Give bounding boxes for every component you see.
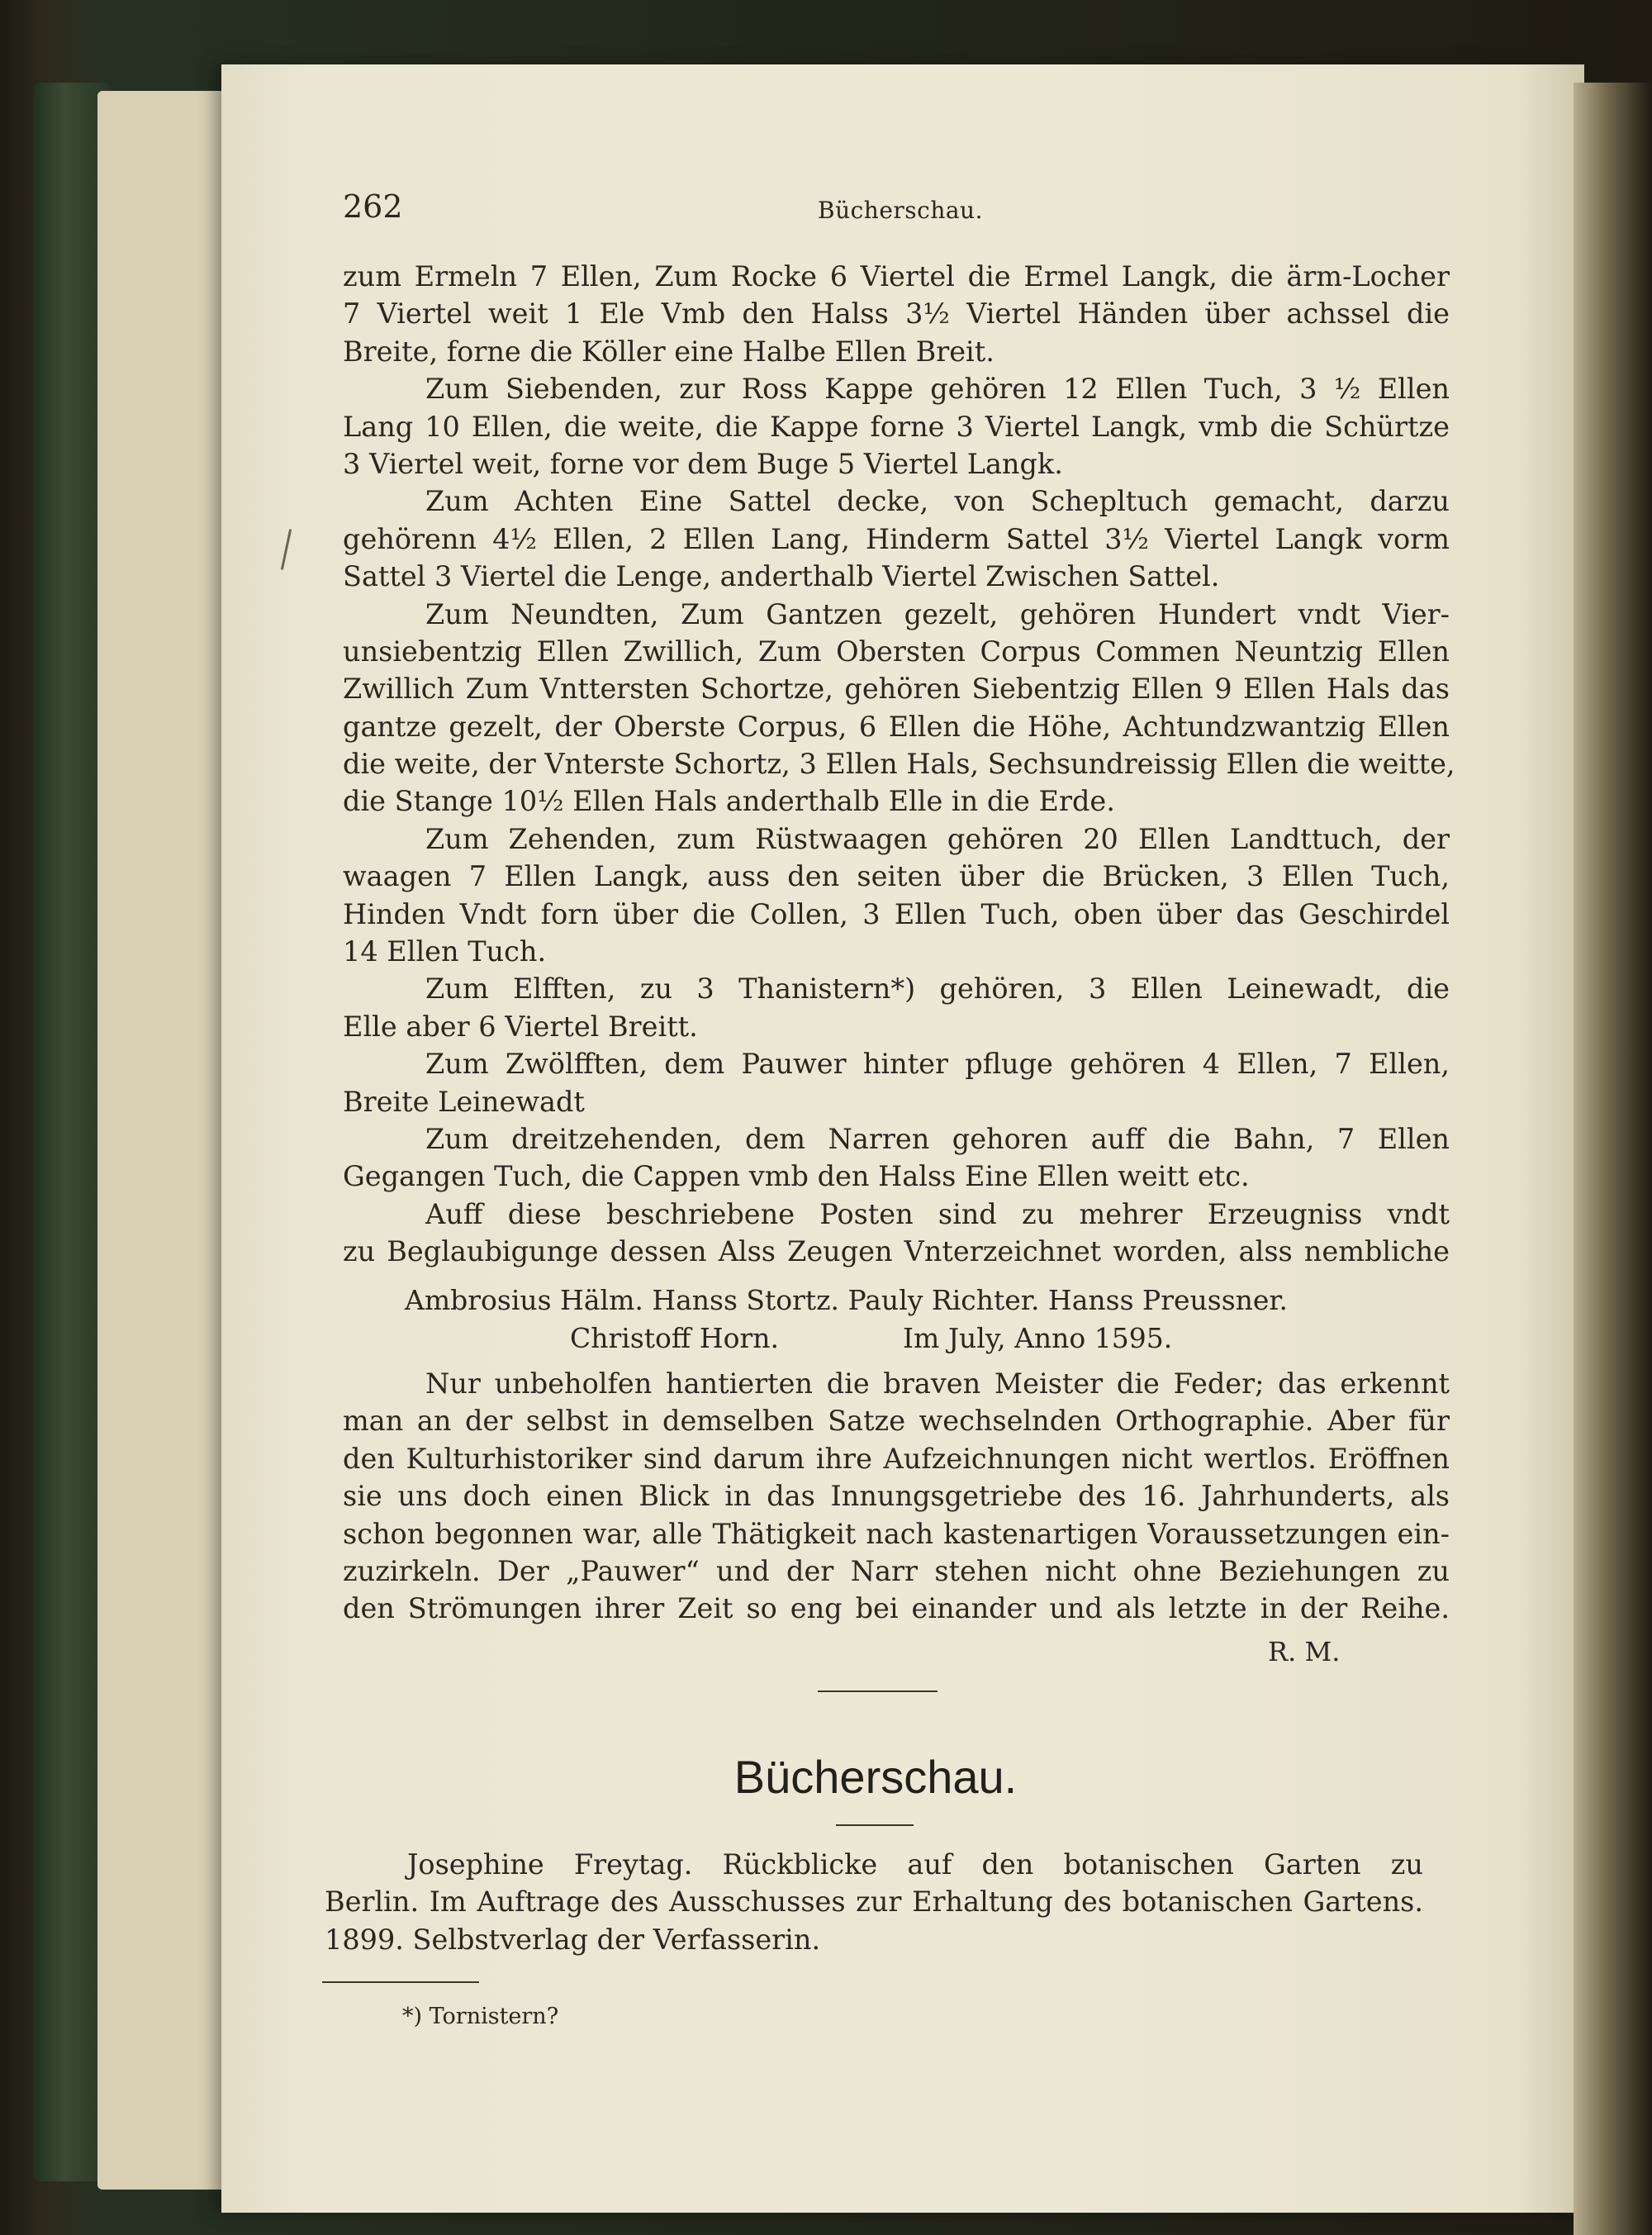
separator-rule: [818, 1691, 938, 1692]
text-line: Zum Zehenden, zum Rüstwaagen gehören 20 Ellen Landttuch, der: [425, 822, 1450, 855]
text-line: Breite, forne die Köller eine Halbe Ellen Breit.: [343, 335, 995, 368]
footnote-rule: [322, 1981, 479, 1983]
review-line: 1899. Selbstverlag der Verfasserin.: [325, 1923, 821, 1956]
commentary-line: Nur unbeholfen hantierten die braven Meister die Feder; das erkennt: [425, 1367, 1450, 1400]
text-line: Gegangen Tuch, die Cappen vmb den Halss Eine Ellen weitt etc.: [343, 1160, 1250, 1193]
text-line: Lang 10 Ellen, die weite, die Kappe forne 3 Viertel Langk, vmb die Schürtze: [343, 410, 1450, 443]
text-line: Zwillich Zum Vnttersten Schortze, gehören Siebentzig Ellen 9 Ellen Hals das: [343, 673, 1450, 706]
signature-name: Christoff Horn.: [570, 1322, 779, 1354]
text-line: waagen 7 Ellen Langk, auss den seiten über die Brücken, 3 Ellen Tuch,: [343, 860, 1450, 893]
text-line: zu Beglaubigunge dessen Alss Zeugen Vnterzeichnet worden, alss nembliche: [343, 1235, 1450, 1268]
document-date: Im July, Anno 1595.: [903, 1322, 1173, 1354]
page-number: 262: [343, 188, 403, 225]
commentary-block: [343, 1365, 1450, 1628]
page-gutter-shadow: [1574, 83, 1652, 2235]
commentary-line: man an der selbst in demselben Satze wechselnden Orthographie. Aber für: [343, 1405, 1450, 1438]
commentary-line: schon begonnen war, alle Thätigkeit nach kastenartigen Voraussetzungen ein-: [343, 1517, 1450, 1550]
text-line: die Stange 10½ Ellen Hals anderthalb Elle in die Erde.: [343, 785, 1115, 818]
commentary-line: den Strömungen ihrer Zeit so eng bei einander und als letzte in der Reihe.: [343, 1592, 1450, 1625]
text-line: Zum Zwölfften, dem Pauwer hinter pfluge gehören 4 Ellen, 7 Ellen,: [425, 1048, 1450, 1081]
commentary-line: den Kulturhistoriker sind darum ihre Aufzeichnungen nicht wertlos. Eröffnen: [343, 1442, 1450, 1475]
text-line: Hinden Vndt forn über die Collen, 3 Ellen Tuch, oben über das Geschirdel: [343, 897, 1450, 930]
text-line: Zum Neundten, Zum Gantzen gezelt, gehören Hundert vndt Vier-: [425, 597, 1450, 630]
signatures-line-2: [570, 1322, 1172, 1354]
text-line: 3 Viertel weit, forne vor dem Buge 5 Viertel Langk.: [343, 447, 1063, 480]
author-initials: R. M.: [1268, 1636, 1341, 1667]
text-line: die weite, der Vnterste Schortz, 3 Ellen Hals, Sechsundreissig Ellen die weitte,: [343, 748, 1455, 781]
text-line: 14 Ellen Tuch.: [343, 935, 547, 968]
review-entry: [325, 1846, 1423, 1958]
text-line: gantze gezelt, der Oberste Corpus, 6 Ellen die Höhe, Achtundzwantzig Ellen: [343, 710, 1450, 743]
text-line: zum Ermeln 7 Ellen, Zum Rocke 6 Viertel die Ermel Langk, die ärm-Locher: [343, 260, 1450, 292]
text-line: Zum Siebenden, zur Ross Kappe gehören 12 Ellen Tuch, 3 ½ Ellen: [425, 373, 1450, 406]
text-line: Breite Leinewadt: [343, 1085, 585, 1118]
text-line: Zum Elfften, zu 3 Thanistern*) gehören, 3 Ellen Leinewadt, die: [425, 972, 1450, 1006]
text-line: 7 Viertel weit 1 Ele Vmb den Halss 3½ Viertel Händen über achssel die: [343, 297, 1450, 330]
text-line: Zum Achten Eine Sattel decke, von Schepltuch gemacht, darzu: [425, 485, 1450, 518]
text-line: Auff diese beschriebene Posten sind zu mehrer Erzeugniss vndt: [425, 1197, 1450, 1230]
text-line: Sattel 3 Viertel die Lenge, anderthalb Viertel Zwischen Sattel.: [343, 560, 1220, 593]
review-line: Josephine Freytag. Rückblicke auf den botanischen Garten zu: [407, 1848, 1423, 1881]
review-line: Berlin. Im Auftrage des Ausschusses zur Erhaltung des botanischen Gartens.: [325, 1885, 1423, 1919]
signatures-line-1: Ambrosius Hälm. Hanss Stortz. Pauly Richter. Hanss Preussner.: [405, 1284, 1289, 1316]
text-line: gehörenn 4½ Ellen, 2 Ellen Lang, Hinderm Sattel 3½ Viertel Langk vorm: [343, 522, 1450, 555]
title-underline-rule: [836, 1824, 914, 1826]
footnote: *) Tornistern?: [402, 2004, 559, 2029]
commentary-line: zuzirkeln. Der „Pauwer“ und der Narr stehen nicht ohne Beziehungen zu: [343, 1554, 1450, 1587]
text-line: unsiebentzig Ellen Zwillich, Zum Obersten Corpus Commen Neuntzig Ellen: [343, 635, 1450, 668]
text-line: Zum dreitzehenden, dem Narren gehoren auff die Bahn, 7 Ellen: [425, 1122, 1450, 1155]
main-text-block: [343, 258, 1455, 1271]
section-title: Bücherschau.: [733, 1751, 1018, 1803]
running-title: Bücherschau.: [818, 197, 983, 224]
text-line: Elle aber 6 Viertel Breitt.: [343, 1010, 698, 1043]
commentary-line: sie uns doch einen Blick in das Innungsgetriebe des 16. Jahrhunderts, als: [343, 1480, 1450, 1513]
